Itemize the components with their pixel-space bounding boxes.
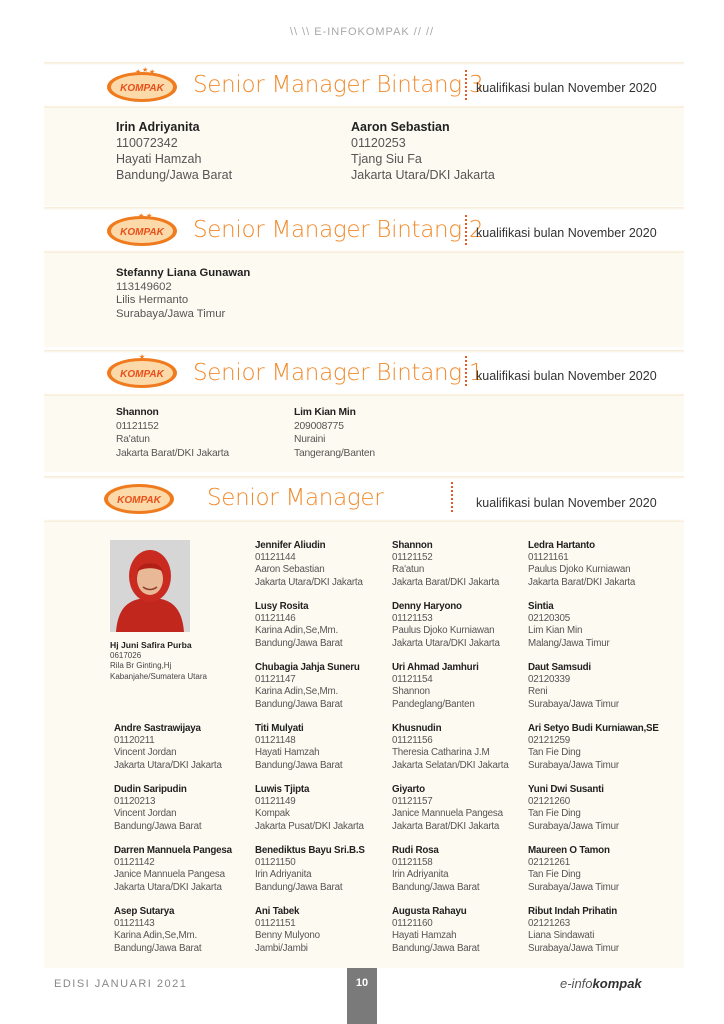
svg-text:★: ★ <box>149 69 156 76</box>
header-mark: \\ \\ E-INFOKOMPAK // // <box>289 26 435 38</box>
member-entry: Benediktus Bayu Sri.B.S 01121150 Irin Adriyanita Bandung/Jawa Barat <box>255 845 365 893</box>
svg-text:★: ★ <box>142 67 149 74</box>
brand-prefix: e-info <box>560 976 593 991</box>
member-entry: Shannon 01121152 Ra'atun Jakarta Barat/DKI Jakarta <box>116 407 229 459</box>
divider-dots <box>465 70 467 100</box>
svg-text:KOMPAK: KOMPAK <box>120 227 164 238</box>
member-entry: Aaron Sebastian 01120253 Tjang Siu Fa Jakarta Utara/DKI Jakarta <box>351 120 495 182</box>
qualification-label: kualifikasi bulan November 2020 <box>476 226 657 240</box>
member-entry: Jennifer Aliudin 01121144 Aaron Sebastian Jakarta Utara/DKI Jakarta <box>255 540 363 588</box>
member-entry: Ani Tabek 01121151 Benny Mulyono Jambi/Jambi <box>255 906 320 954</box>
member-entry: Sintia 02120305 Lim Kian Min Malang/Jawa Timur <box>528 601 610 649</box>
member-entry: Chubagia Jahja Suneru 01121147 Karina Adin,Se,Mm. Bandung/Jawa Barat <box>255 662 360 710</box>
qualification-label: kualifikasi bulan November 2020 <box>476 81 657 95</box>
section-title: Senior Manager <box>207 485 384 511</box>
member-entry: Khusnudin 01121156 Theresia Catharina J.M Jakarta Selatan/DKI Jakarta <box>392 723 509 771</box>
member-entry: Darren Mannuela Pangesa 01121142 Janice Mannuela Pangesa Jakarta Utara/DKI Jakarta <box>114 845 232 893</box>
member-photo <box>110 540 190 632</box>
edition-label: EDISI JANUARI 2021 <box>54 978 188 990</box>
member-entry: Andre Sastrawijaya 01120211 Vincent Jordan Jakarta Utara/DKI Jakarta <box>114 723 222 771</box>
page-number: 10 <box>355 977 369 989</box>
svg-text:★: ★ <box>135 69 142 76</box>
kompak-logo-2star <box>105 210 179 250</box>
member-entry: Uri Ahmad Jamhuri 01121154 Shannon Pandeglang/Banten <box>392 662 479 710</box>
brand-name: kompak <box>592 976 642 991</box>
member-entry: Dudin Saripudin 01120213 Vincent Jordan Bandung/Jawa Barat <box>114 784 202 832</box>
member-entry: Luwis Tjipta 01121149 Kompak Jakarta Pusat/DKI Jakarta <box>255 784 364 832</box>
kompak-logo <box>102 478 176 518</box>
brand-wordmark <box>560 976 642 991</box>
divider-dots <box>451 482 453 512</box>
member-entry: Augusta Rahayu 01121160 Hayati Hamzah Bandung/Jawa Barat <box>392 906 480 954</box>
svg-text:KOMPAK: KOMPAK <box>117 495 161 506</box>
member-entry: Titi Mulyati 01121148 Hayati Hamzah Bandung/Jawa Barat <box>255 723 343 771</box>
divider-dots <box>465 215 467 245</box>
divider-dots <box>465 356 467 386</box>
member-entry: Irin Adriyanita 110072342 Hayati Hamzah Bandung/Jawa Barat <box>116 120 233 182</box>
svg-text:KOMPAK: KOMPAK <box>120 83 164 94</box>
svg-text:★: ★ <box>138 354 146 361</box>
kompak-logo-1star <box>105 352 179 392</box>
svg-text:KOMPAK: KOMPAK <box>120 369 164 380</box>
kompak-logo-3star <box>105 66 179 106</box>
member-entry: Daut Samsudi 02120339 Reni Surabaya/Jawa Timur <box>528 662 619 710</box>
featured-member: Hj Juni Safira Purba 0617026 Rila Br Ginting,Hj Kabanjahe/Sumatera Utara <box>110 640 207 681</box>
member-entry: Shannon 01121152 Ra'atun Jakarta Barat/DKI Jakarta <box>392 540 500 588</box>
section-title: Senior Manager Bintang 3 <box>193 72 484 98</box>
member-entry: Maureen O Tamon 02121261 Tan Fie Ding Surabaya/Jawa Timur <box>528 845 619 893</box>
svg-text:★: ★ <box>138 213 145 220</box>
member-entry: Ribut Indah Prihatin 02121263 Liana Sindawati Surabaya/Jawa Timur <box>528 906 619 954</box>
member-entry: Lusy Rosita 01121146 Karina Adin,Se,Mm. Bandung/Jawa Barat <box>255 601 343 649</box>
qualification-label: kualifikasi bulan November 2020 <box>476 369 657 383</box>
member-entry: Ledra Hartanto 01121161 Paulus Djoko Kurniawan Jakarta Barat/DKI Jakarta <box>528 540 636 588</box>
member-entry: Ari Setyo Budi Kurniawan,SE 02121259 Tan Fie Ding Surabaya/Jawa Timur <box>528 723 659 771</box>
member-entry: Stefanny Liana Gunawan 113149602 Lilis Hermanto Surabaya/Jawa Timur <box>116 267 251 320</box>
member-entry: Denny Haryono 01121153 Paulus Djoko Kurniawan Jakarta Utara/DKI Jakarta <box>392 601 500 649</box>
section-title: Senior Manager Bintang 2 <box>193 217 484 243</box>
member-entry: Rudi Rosa 01121158 Irin Adriyanita Bandung/Jawa Barat <box>392 845 480 893</box>
member-entry: Yuni Dwi Susanti 02121260 Tan Fie Ding Surabaya/Jawa Timur <box>528 784 619 832</box>
member-entry: Lim Kian Min 209008775 Nuraini Tangerang/Banten <box>294 407 375 459</box>
svg-text:★: ★ <box>146 213 153 220</box>
member-entry: Asep Sutarya 01121143 Karina Adin,Se,Mm. Bandung/Jawa Barat <box>114 906 202 954</box>
section-title: Senior Manager Bintang 1 <box>193 360 484 386</box>
member-entry: Giyarto 01121157 Janice Mannuela Pangesa Jakarta Barat/DKI Jakarta <box>392 784 503 832</box>
qualification-label: kualifikasi bulan November 2020 <box>476 496 657 510</box>
